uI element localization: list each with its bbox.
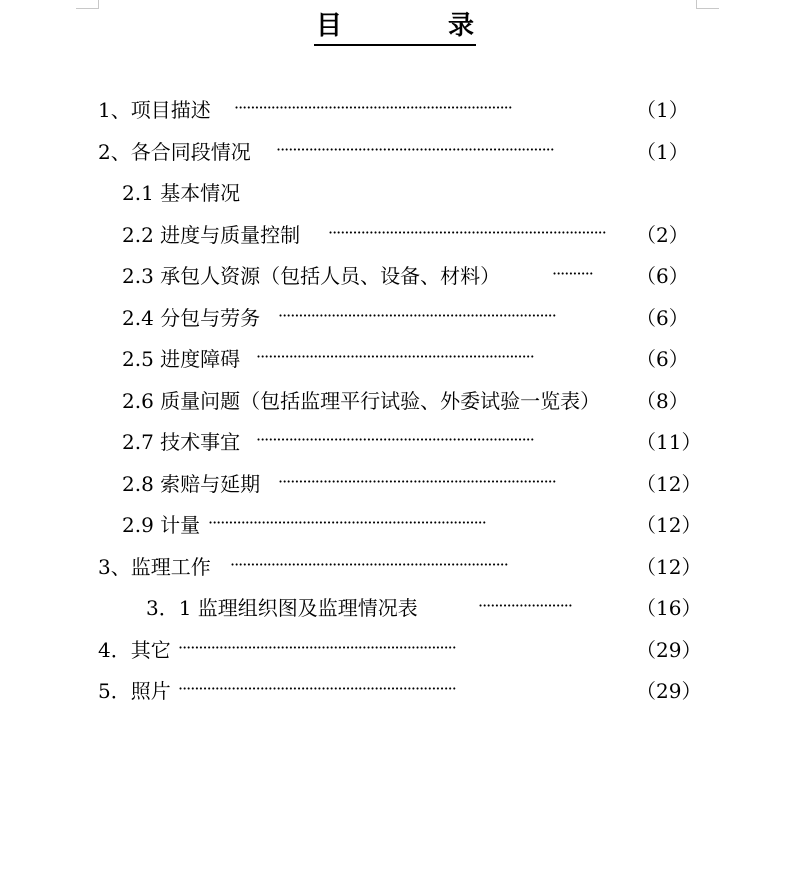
toc-entry[interactable] — [122, 219, 698, 251]
toc-entry-label: 2、各合同段情况 — [98, 140, 251, 164]
toc-leader-dots: ······················· — [478, 596, 572, 615]
toc-entry-label: 2.5 进度障碍 — [122, 347, 241, 371]
toc-entry-page: （29） — [636, 679, 702, 703]
page-corner-mark-right — [696, 0, 719, 9]
toc-entry-label: 1、项目描述 — [98, 98, 211, 122]
toc-entry[interactable] — [122, 343, 698, 375]
toc-entry-label: 2.2 进度与质量控制 — [122, 223, 301, 247]
toc-entry[interactable] — [122, 385, 698, 417]
page-corner-mark-left — [76, 0, 99, 9]
toc-entry-page: （12） — [636, 472, 702, 496]
toc-leader-dots: ···································································· — [234, 98, 512, 117]
toc-leader-dots: ···································································· — [278, 472, 556, 491]
toc-entry-label: 4．其它 — [98, 638, 171, 662]
toc-leader-dots: ···································································· — [208, 513, 486, 532]
toc-leader-dots: ···································································· — [276, 140, 554, 159]
toc-entry-label: 3、监理工作 — [98, 555, 211, 579]
toc-entry[interactable] — [122, 468, 702, 500]
toc-entry[interactable] — [98, 94, 698, 126]
toc-entry-page: （6） — [636, 306, 689, 330]
toc-entry-page: （11） — [636, 430, 702, 454]
toc-leader-dots: ···································································· — [256, 347, 534, 366]
toc-entry-page: （12） — [636, 513, 702, 537]
toc-entry-page: （29） — [636, 638, 702, 662]
toc-entry[interactable] — [146, 592, 702, 624]
toc-entry[interactable] — [98, 634, 702, 666]
toc-entry-label: 2.1 基本情况 — [122, 181, 241, 205]
toc-leader-dots: ···································································· — [178, 638, 456, 657]
toc-entry-label: 2.4 分包与劳务 — [122, 306, 261, 330]
toc-entry[interactable] — [98, 136, 698, 168]
toc-leader-dots: ···································································· — [178, 679, 456, 698]
toc-entry[interactable] — [122, 302, 698, 334]
toc-title — [314, 8, 476, 46]
toc-entry-label: 2.6 质量问题（包括监理平行试验、外委试验一览表） — [122, 389, 601, 413]
toc-entry-label: 5．照片 — [98, 679, 171, 703]
toc-entry-page: （8） — [636, 389, 689, 413]
toc-entry-page: （12） — [636, 555, 702, 579]
toc-entry[interactable] — [122, 426, 702, 458]
toc-leader-dots: ···································································· — [256, 430, 534, 449]
toc-entry-label: 2.9 计量 — [122, 513, 201, 537]
toc-leader-dots: ·········· — [552, 264, 593, 283]
toc-entry-label: 3．1 监理组织图及监理情况表 — [146, 596, 418, 620]
toc-entry[interactable] — [98, 675, 702, 707]
toc-entry-page: （6） — [636, 347, 689, 371]
toc-entry[interactable] — [122, 260, 698, 292]
toc-entry[interactable] — [122, 177, 698, 209]
toc-entry[interactable] — [98, 551, 702, 583]
toc-leader-dots: ···································································· — [328, 223, 606, 242]
toc-entry-label: 2.8 索赔与延期 — [122, 472, 261, 496]
toc-leader-dots: ···································································· — [230, 555, 508, 574]
toc-entry-page: （6） — [636, 264, 689, 288]
toc-entry-page: （1） — [636, 98, 689, 122]
toc-entry[interactable] — [122, 509, 702, 541]
toc-leader-dots: ···································································· — [278, 306, 556, 325]
toc-title-char-1: 目 — [316, 11, 343, 41]
toc-entry-label: 2.7 技术事宜 — [122, 430, 241, 454]
toc-entry-page: （16） — [636, 596, 702, 620]
toc-entry-label: 2.3 承包人资源（包括人员、设备、材料） — [122, 264, 501, 288]
toc-title-char-2: 录 — [447, 11, 474, 41]
toc-entry-page: （1） — [636, 140, 689, 164]
toc-entry-page: （2） — [636, 223, 689, 247]
